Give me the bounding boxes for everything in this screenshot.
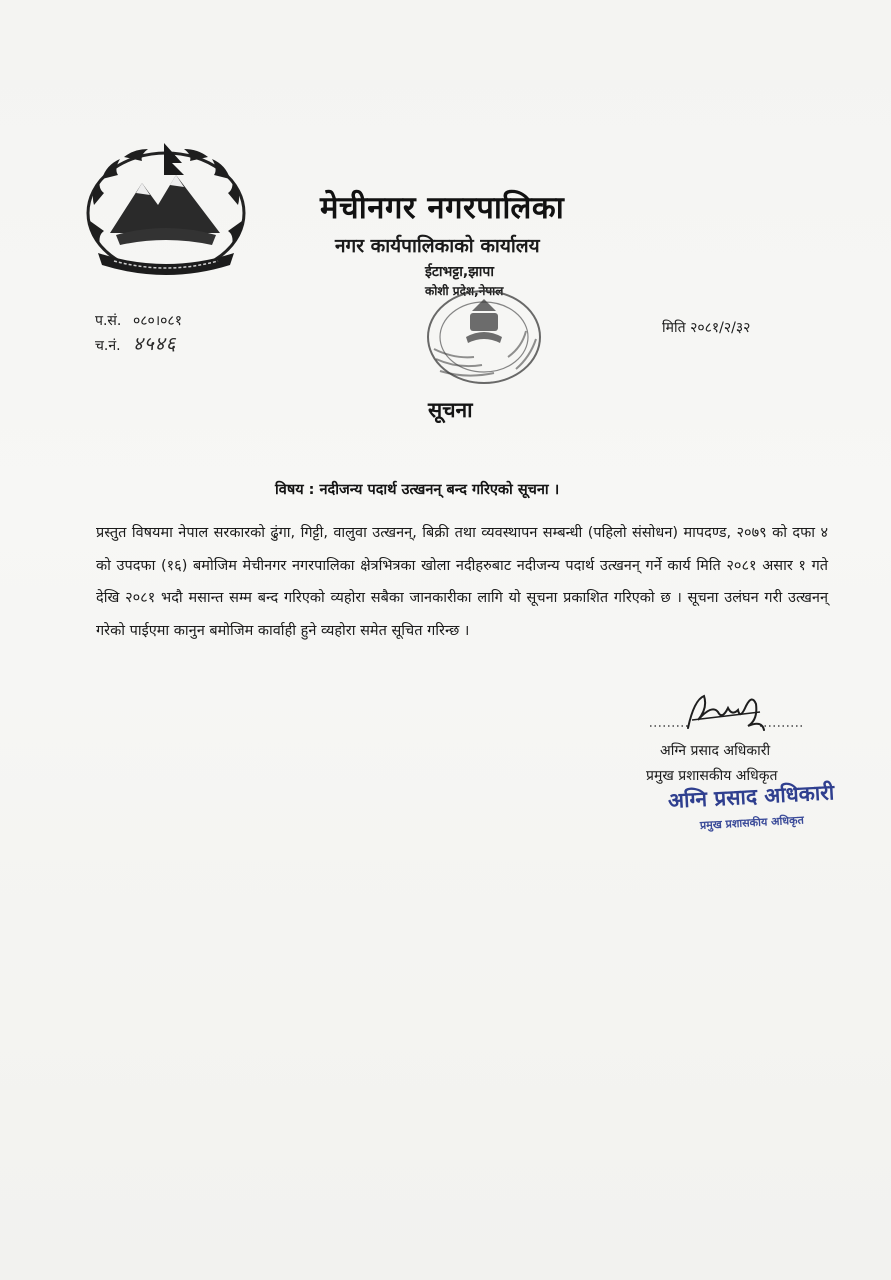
office-subtitle: नगर कार्यपालिकाको कार्यालय — [335, 235, 540, 257]
nepal-emblem-icon — [80, 135, 252, 283]
date-label: मिति — [662, 320, 686, 336]
ps-label: प.सं. — [95, 313, 122, 329]
office-stamp-icon — [412, 287, 548, 393]
reference-ps — [95, 311, 182, 330]
name-stamp: अग्नि प्रसाद अधिकारी — [667, 780, 835, 813]
date-value: २०८१/२/३२ — [690, 320, 751, 336]
notice-subject: विषय : नदीजन्य पदार्थ उत्खनन् बन्द गरिएको सूचना । — [275, 482, 560, 498]
title-stamp: प्रमुख प्रशासकीय अधिकृत — [699, 813, 805, 832]
notice-date — [662, 318, 750, 337]
address-line-2: कोशी प्रदेश,नेपाल — [425, 284, 504, 298]
notice-body: प्रस्तुत विषयमा नेपाल सरकारको ढुंगा, गिट्टी, वालुवा उत्खनन्, बिक्री तथा व्यवस्थापन सम्बन्धी (पहिलो संसोधन) मापदण्ड, २०७९ को दफा ४ को उपदफा (१६) बमोजिम मेचीनगर नगरपालिका क्षेत्रभित्रका खोला नदीहरुबाट नदीजन्य पदार्थ उत्खनन् गर्ने कार्य मिति २०८१ असार १ गते देखि २०८१ भदौ मसान्त सम्म बन्द गरिएको व्यहोरा सबैका जानकारीका लागि यो सूचना प्रकाशित गरिएको छ । सूचना उलंघन गरी उत्खनन् गरेको पाईएमा कानुन बमोजिम कार्वाही हुने व्यहोरा समेत सूचित गरिन्छ । — [96, 525, 828, 639]
ps-value: ०८०।०८१ — [133, 313, 182, 329]
reference-cn — [95, 330, 177, 356]
office-name: मेचीनगर नगरपालिका — [320, 190, 565, 226]
signatory-title: प्रमुख प्रशासकीय अधिकृत — [646, 768, 778, 784]
signatory-name: अग्नि प्रसाद अधिकारी — [660, 743, 771, 759]
cn-label: च.नं. — [95, 338, 121, 354]
address-line-1: ईटाभट्टा,झापा — [425, 264, 494, 280]
handwritten-signature-icon — [648, 690, 808, 736]
cn-value: ४५४६ — [133, 333, 177, 355]
notice-label: सूचना — [428, 398, 473, 422]
